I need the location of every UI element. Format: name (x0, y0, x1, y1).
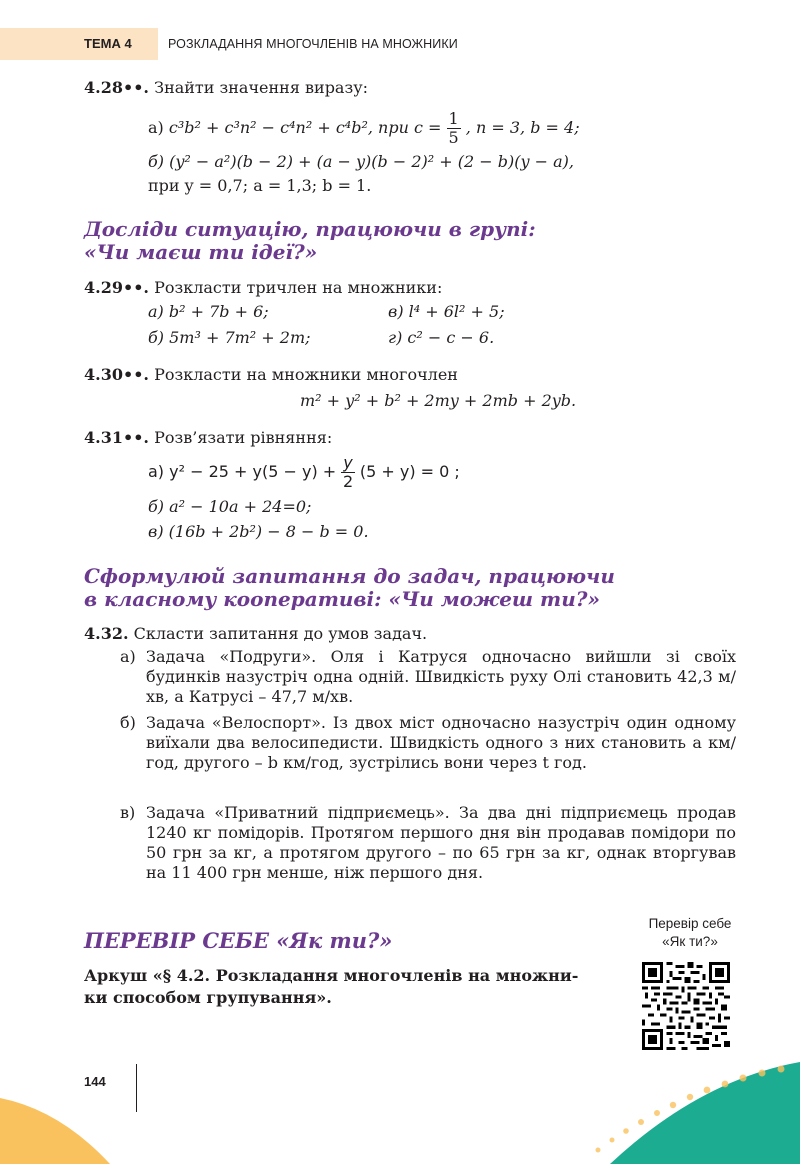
exercise-4-31-v: в) (16b + 2b²) − 8 − b = 0. (148, 522, 369, 541)
exercise-4-29-v: в) l⁴ + 6l² + 5; (388, 302, 505, 321)
orange-corner-shape (0, 1098, 110, 1164)
task-b-text: Задача «Велоспорт». Із двох міст одночасно назустріч один одному виїхали два велосипедисти. Швидкість одного з них становить a км/год, другого – b км/год, зустрілись вони через t год. (146, 713, 736, 772)
exercise-4-31-b: б) a² − 10a + 24=0; (148, 497, 312, 516)
exercise-number: 4.32. (84, 624, 129, 643)
fraction (341, 454, 354, 491)
exercise-number: 4.30••. (84, 365, 149, 384)
exercise-number: 4.31••. (84, 428, 149, 447)
exercise-4-28-b-values: при y = 0,7; a = 1,3; b = 1. (148, 176, 372, 195)
exercise-number: 4.28••. (84, 78, 149, 97)
exercise-4-28-b: б) (y² − a²)(b − 2) + (a − y)(b − 2)² + (2 − b)(y − a), (148, 152, 574, 171)
task-a-text: Задача «Подруги». Оля і Катруся одночасно вийшли зі своїх будинків назустріч одна одній. Швидкість руху Олі становить 42,3 м/хв, а Катрусі – 47,7 м/хв. (146, 647, 736, 706)
exercise-text: Розв’язати рівняння: (154, 428, 333, 447)
worksheet-line-2: ки способом групування». (84, 988, 332, 1007)
exercise-4-31-heading (84, 428, 332, 448)
exercise-text: Розкласти тричлен на множники: (154, 278, 443, 297)
task-v-label: в) (120, 803, 136, 822)
exercise-4-29-b: б) 5m³ + 7m² + 2m; (148, 328, 311, 347)
exercise-4-31-a (148, 452, 460, 492)
item-label: а) (148, 118, 164, 137)
fraction-numerator: 1 (448, 109, 459, 128)
equation-left: а) y² − 25 + y(5 − y) + (148, 462, 337, 481)
task-v-text: Задача «Приватний підприємець». За два дні підприємець продав 1240 кг помідорів. Протягом першого дня він продавав помідори по 50 грн за кг, а протягом другого – по 65 грн за кг, однак вторгував на 11 400 грн менше, ніж першого дня. (146, 803, 736, 882)
exercise-4-30-expression: m² + y² + b² + 2my + 2mb + 2yb. (300, 391, 577, 410)
section-heading-group-work-sub: «Чи маєш ти ідеї?» (84, 240, 318, 264)
section-heading-cooperative: Сформулюй запитання до задач, працюючи (84, 564, 615, 588)
exercise-4-30-heading (84, 365, 458, 385)
exercise-4-32-heading (84, 624, 427, 644)
qr-caption (620, 915, 760, 951)
exercise-text: Знайти значення виразу: (154, 78, 368, 97)
section-heading-cooperative-sub: в класному кооперативі: «Чи можеш ти?» (84, 587, 600, 611)
task-a-label: а) (120, 647, 136, 666)
math-expression: c³b² + c³n² − c⁴n² + c⁴b², при c = (168, 118, 442, 137)
exercise-number: 4.29••. (84, 278, 149, 297)
exercise-text: Розкласти на множники многочлен (154, 365, 458, 384)
worksheet-line-1: Аркуш «§ 4.2. Розкладання многочленів на множни- (84, 966, 579, 985)
section-heading-group-work: Досліди ситуацію, працюючи в групі: (84, 217, 536, 241)
exercise-4-28-a (148, 108, 580, 148)
exercise-4-29-a: а) b² + 7b + 6; (148, 302, 269, 321)
header-band (0, 28, 158, 60)
header-topic-title: РОЗКЛАДАННЯ МНОГОЧЛЕНІВ НА МНОЖНИКИ (168, 37, 458, 51)
math-expression-tail: , n = 3, b = 4; (465, 118, 580, 137)
page-header (0, 0, 800, 60)
page-number-divider (136, 1064, 137, 1112)
fraction (447, 110, 461, 147)
header-topic-number: ТЕМА 4 (84, 36, 132, 51)
fraction-numerator: y (343, 453, 353, 472)
exercise-4-29-g: г) c² − c − 6. (388, 328, 495, 347)
exercise-4-29-heading (84, 278, 442, 298)
page-number: 144 (84, 1074, 106, 1089)
qr-caption-line-2: «Як ти?» (662, 934, 718, 949)
qr-code-icon[interactable] (642, 962, 730, 1050)
fraction-denominator: 5 (448, 128, 459, 147)
check-yourself-heading: ПЕРЕВІР СЕБЕ «Як ти?» (84, 928, 393, 953)
fraction-denominator: 2 (342, 472, 354, 491)
exercise-text: Скласти запитання до умов задач. (133, 624, 428, 643)
teal-corner-shape (610, 1062, 800, 1164)
equation-right: (5 + y) = 0 ; (359, 462, 460, 481)
exercise-4-28-heading (84, 78, 368, 98)
task-b-label: б) (120, 713, 136, 732)
qr-caption-line-1: Перевір себе (648, 916, 732, 931)
